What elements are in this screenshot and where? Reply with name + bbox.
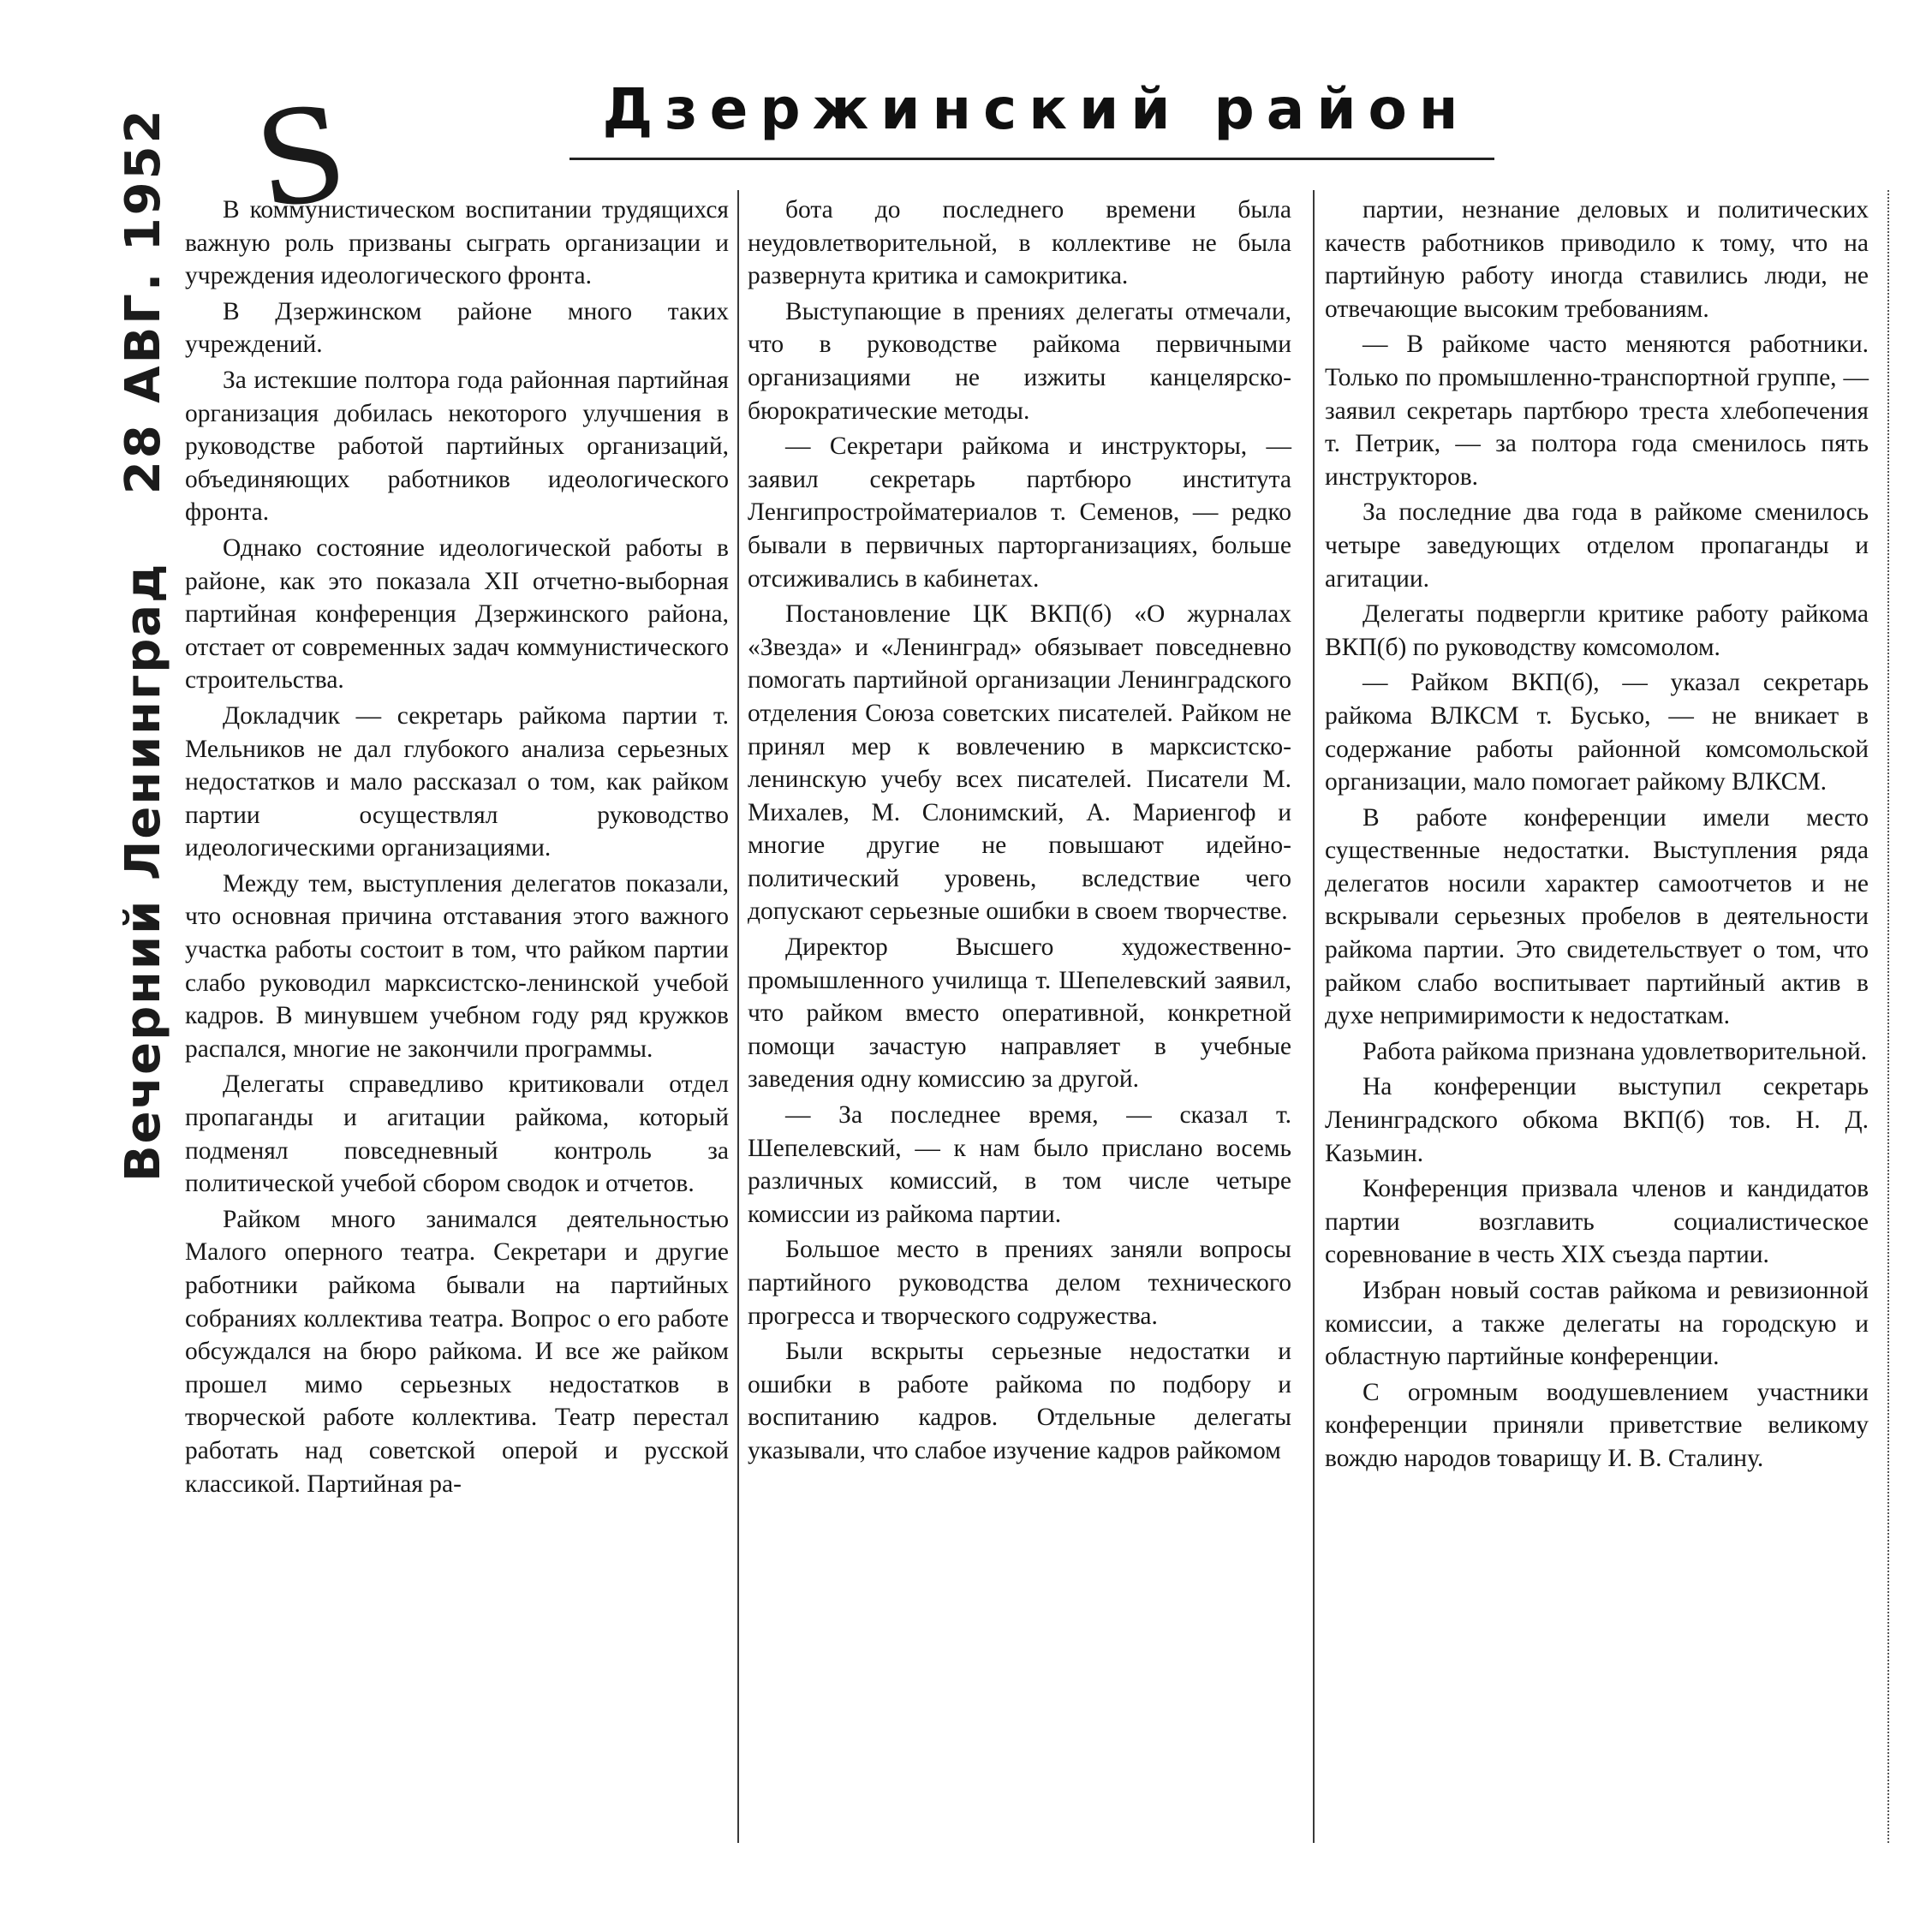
article-paragraph: Однако состояние идеологической работы в районе, как это показала XII отчетно-выборная партийная конференция Дзержинского района, отстает от современных задач коммунистического строительства.	[185, 534, 729, 695]
article-column-2	[748, 194, 1291, 1470]
article-paragraph: Были вскрыты серьезные недостатки и ошибки в работе райкома по подбору и воспитанию кадров. Отдельные делегаты указывали, что слабое изучение кадров райкомом	[748, 1338, 1291, 1464]
article-paragraph: Директор Высшего художественно-промышленного училища т. Шепелевский заявил, что райком вместо оперативной, конкретной помощи зачастую направляет в учебные заведения одну комиссию за другой.	[748, 933, 1291, 1094]
clipping-date: 28 АВГ. 1952	[116, 107, 171, 495]
article-paragraph: Делегаты подвергли критике работу райкома ВКП(б) по руководству комсомолом.	[1325, 600, 1869, 661]
handwritten-page-mark: S	[247, 78, 355, 239]
article-column-1	[185, 194, 729, 1503]
side-stamp-text	[116, 107, 171, 1182]
article-column-3	[1325, 194, 1869, 1478]
article-paragraph: Избран новый состав райкома и ревизионной комиссии, а также делегаты на городскую и областную партийные конференции.	[1325, 1277, 1869, 1371]
column-divider	[737, 190, 739, 1843]
article-paragraph: В Дзержинском районе много таких учреждений.	[185, 297, 729, 359]
article-paragraph: В коммунистическом воспитании трудящихся важную роль призваны сыграть организации и учреждения идеологического фронта.	[185, 196, 729, 290]
article-paragraph: Конференция призвала членов и кандидатов партии возглавить социалистическое соревнование в честь XIX съезда партии.	[1325, 1175, 1869, 1269]
article-paragraph: Докладчик — секретарь райкома партии т. Мельников не дал глубокого анализа серьезных недостатков и мало рассказал о том, как райком партии осуществлял руководство идеологическими организациями.	[185, 701, 729, 862]
article-paragraph: бота до последнего времени была неудовлетворительной, в коллективе не была развернута критика и самокритика.	[748, 196, 1291, 290]
article-paragraph: За последние два года в райкоме сменилось четыре заведующих отделом пропаганды и агитации.	[1325, 498, 1869, 593]
column-divider	[1313, 190, 1315, 1843]
headline: Дзержинский район	[602, 76, 1470, 142]
article-paragraph: За истекшие полтора года районная партийная организация добилась некоторого улучшения в руководстве работой партийных организаций, объединяющих работников идеологического фронта.	[185, 366, 729, 527]
article-paragraph: На конференции выступил секретарь Ленинградского обкома ВКП(б) тов. Н. Д. Казьмин.	[1325, 1073, 1869, 1167]
article-paragraph: Райком много занимался деятельностью Малого оперного театра. Секретари и другие работники райкома бывали на партийных собраниях коллектива театра. Вопрос о его работе обсуждался на бюро райкома. И все же райком прошел мимо серьезных недостатков в творческой работе коллектива. Театр перестал работать над советской оперой и русской классикой. Партийная ра-	[185, 1205, 729, 1498]
headline-underline	[569, 158, 1494, 160]
article-paragraph: Выступающие в прениях делегаты отмечали, что в руководстве райкома первичными организациями не изжиты канцелярско-бюрократические методы.	[748, 297, 1291, 425]
article-paragraph: — За последнее время, — сказал т. Шепелевский, — к нам было прислано восемь различных комиссий, в том числе четыре комиссии из райкома партии.	[748, 1101, 1291, 1228]
article-paragraph: — Секретари райкома и инструкторы, — заявил секретарь партбюро института Ленгипростройматериалов т. Семенов, — редко бывали в первичных парторганизациях, больше отсиживались в кабинетах.	[748, 432, 1291, 593]
article-paragraph: В работе конференции имели место существенные недостатки. Выступления ряда делегатов носили характер самоотчетов и не вскрывали серьезных пробелов в деятельности райкома партии. Это свидетельствует о том, что райком слабо воспитывает партийный актив в духе непримиримости к недостаткам.	[1325, 803, 1869, 1030]
clipping-edge	[1887, 190, 1889, 1843]
article-paragraph: Большое место в прениях заняли вопросы партийного руководства делом технического прогресса и творческого содружества.	[748, 1236, 1291, 1330]
article-paragraph: Постановление ЦК ВКП(б) «О журналах «Звезда» и «Ленинград» обязывает повседневно помогать партийной организации Ленинградского отделения Союза советских писателей. Райком не принял мер к вовлечению в марксистско-ленинскую учебу всех писателей. Писатели М. Михалев, М. Слонимский, А. Мариенгоф и многие другие не повышают идейно-политический уровень, вследствие чего допускают серьезные ошибки в своем творчестве.	[748, 600, 1291, 926]
article-paragraph: Работа райкома признана удовлетворительной.	[1363, 1037, 1868, 1065]
article-paragraph: — Райком ВКП(б), — указал секретарь райкома ВЛКСМ т. Буськo, — не вникает в содержание работы районной комсомольской организации, мало помогает райкому ВЛКСМ.	[1325, 669, 1869, 796]
article-paragraph: С огромным воодушевлением участники конференции приняли приветствие великому вождю народов товарищу И. В. Сталину.	[1325, 1378, 1869, 1472]
newspaper-name: Вечерний Ленинград	[116, 562, 171, 1182]
article-paragraph: Между тем, выступления делегатов показали, что основная причина отставания этого важного участка работы состоит в том, что райком партии слабо руководил марксистско-ленинской учебой кадров. В минувшем учебном году ряд кружков распался, многие не закончили программы.	[185, 869, 729, 1063]
article-paragraph: партии, незнание деловых и политических качеств работников приводило к тому, что на партийную работу иногда ставились люди, не отвечающие высоким требованиям.	[1325, 196, 1869, 323]
article-paragraph: Делегаты справедливо критиковали отдел пропаганды и агитации райкома, который подменял повседневный контроль за политической учебой сбором сводок и отчетов.	[185, 1070, 729, 1198]
article-paragraph: — В райкоме часто меняются работники. Только по промышленно-транспортной группе, — заявил секретарь партбюро треста хлебопечения т. Петрик, — за полтора года сменилось пять инструкторов.	[1325, 331, 1869, 491]
